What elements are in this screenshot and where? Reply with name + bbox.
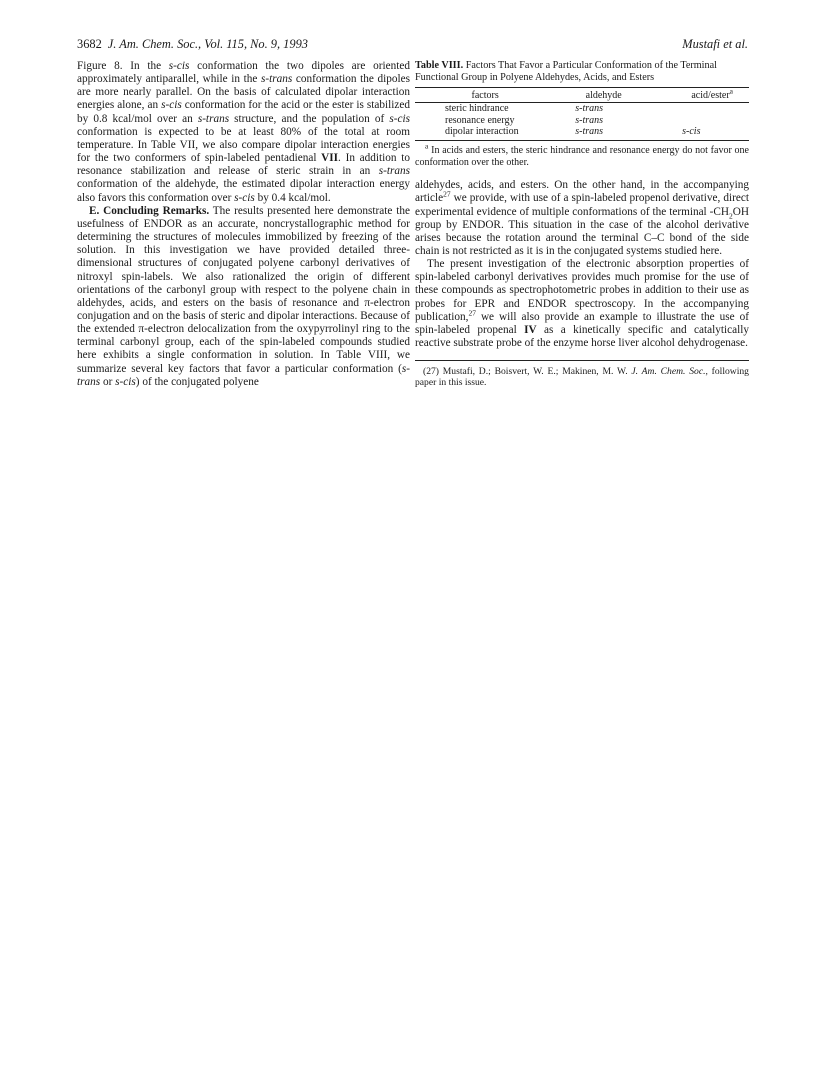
- paragraph-electronic-absorption: The present investigation of the electronic absorption properties of spin-labeled carbonyl derivatives provides much promise for the use of these compounds as spectrophotometric probes in addition to their use as probes for EPR and ENDOR spectroscopy. In the accompanying publication,$^{27}$ we will also provide an example to illustrate the use of spin-labeled propenal IV as a kinetically specific and catalytically reactive substrate probe of the enzyme horse liver alcohol dehydrogenase.: [415, 258, 750, 350]
- cell-factor: dipolar interaction: [415, 126, 555, 141]
- cell-aldehyde: s-trans: [555, 126, 652, 141]
- section-heading: E. Concluding Remarks.: [89, 204, 210, 217]
- cell-acid-ester: s-cis: [652, 126, 749, 141]
- header-aldehyde: aldehyde: [555, 88, 652, 103]
- page-number: 3682: [77, 37, 102, 51]
- table-label: Table VIII.: [415, 60, 464, 71]
- table-viii: [415, 87, 749, 141]
- paragraph-concluding-remarks: E. Concluding Remarks. The results presented here demonstrate the usefulness of ENDOR as an accurate, noncrystallographic method for determining the structures of molecules immobilized by freezing of the solution. In this investigation we have provided detailed three-dimensional structures of conjugated polyene carbonyl derivatives of nitroxyl spin-labels. We also rationalized the origin of different orientations of the carbonyl group with respect to the polyene chain in aldehydes, acids, and esters on the basis of resonance and π-electron conjugation and on the basis of steric and dipolar interactions. Because of the extended π-electron delocalization from the oxypyrrolinyl ring to the terminal carbonyl group, each of the spin-labeled compounds studied here exhibits a single conformation in solution. In Table VIII, we summarize several key factors that favor a particular conformation (s-trans or s-cis) of the conjugated polyene: [77, 204, 410, 388]
- cell-acid-ester: [652, 115, 749, 126]
- paragraph-alcohol-derivative: aldehydes, acids, and esters. On the other hand, in the accompanying article$^{27}$ we provide, with use of a spin-labeled propenol derivative, direct experimental evidence of multiple conformations of the terminal $-CH_2OH$ group by ENDOR. This situation in the case of the alcohol derivative arises because the rotation around the terminal C–C bond of the side chain is not restricted as it is in the conjugated systems studied here.: [415, 179, 749, 257]
- table-row: [415, 103, 749, 115]
- cell-acid-ester: [652, 103, 749, 115]
- paragraph-dipole-conformation: Figure 8. In the s-cis conformation the two dipoles are oriented approximately antiparallel, while in the s-trans conformation the dipoles are more nearly parallel. On the basis of calculated dipolar interaction energies alone, an s-cis conformation for the acid or the ester is stabilized by 0.8 kcal/mol over an s-trans structure, and the population of s-cis conformation is expected to be at least 80% of the total at room temperature. In Table VII, we also compare dipolar interaction energies for the two conformers of spin-labeled pentadienal VII. In addition to resonance stabilization and release of steric strain in an s-trans conformation of the aldehyde, the estimated dipolar interaction energy also favors this conformation over s-cis by 0.4 kcal/mol.: [77, 60, 410, 204]
- reference-mark: 27: [443, 189, 451, 199]
- cell-aldehyde: s-trans: [575, 103, 604, 115]
- header-left: [77, 37, 308, 52]
- cell-factor: resonance energy: [445, 114, 515, 126]
- journal-citation: J. Am. Chem. Soc., Vol. 115, No. 9, 1993: [107, 37, 308, 51]
- header-authors: Mustafi et al.: [682, 37, 748, 51]
- header-acid-ester: acid/ester$^a$: [652, 88, 749, 103]
- header-factors: factors: [415, 88, 555, 103]
- cell-factor: steric hindrance: [445, 103, 509, 115]
- page-header: [77, 37, 748, 55]
- reference-27: (27) Mustafi, D.; Boisvert, W. E.; Makinen, M. W. J. Am. Chem. Soc., following paper in this issue.: [415, 360, 749, 388]
- table-row: [415, 115, 749, 126]
- table-row: [415, 126, 749, 141]
- left-column: [77, 60, 410, 389]
- right-column: [415, 60, 749, 388]
- table-footnote: $^a$ In acids and esters, the steric hindrance and resonance energy do not favor one conformation over the other.: [415, 141, 749, 168]
- reference-mark: 27: [468, 308, 476, 317]
- cell-aldehyde: s-trans: [575, 114, 604, 126]
- table-header-row: [415, 88, 749, 103]
- table-caption: Table VIII. Factors That Favor a Particular Conformation of the Terminal Functional Group in Polyene Aldehydes, Acids, and Esters: [415, 60, 717, 83]
